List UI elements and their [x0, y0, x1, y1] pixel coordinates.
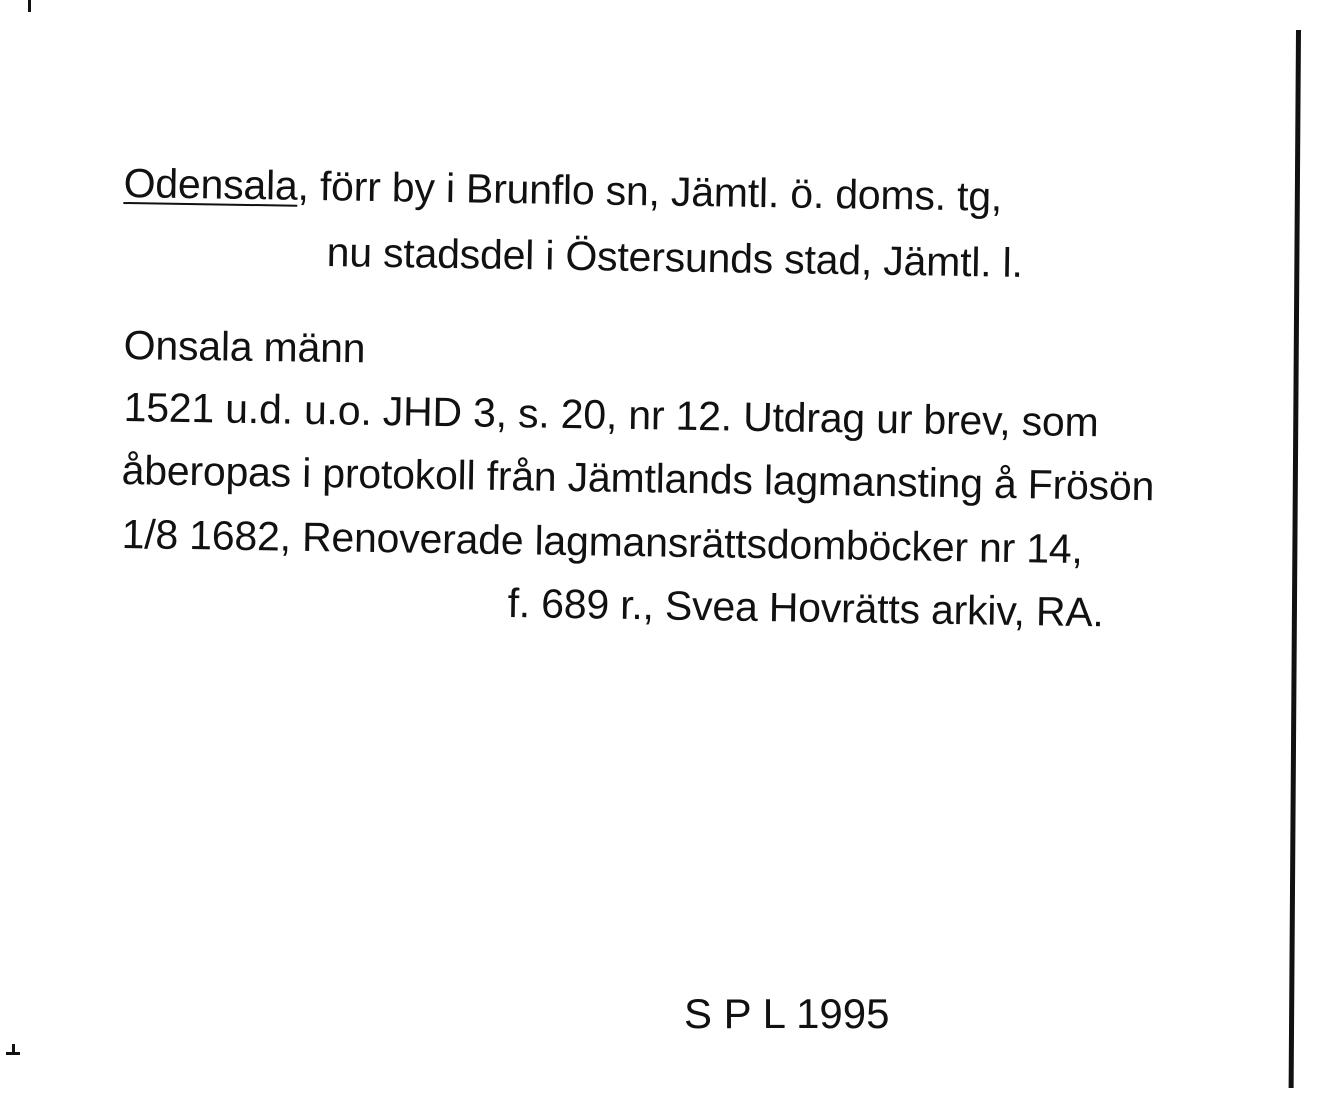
heading-line-2: nu stadsdel i Östersunds stad, Jämtl. l. [326, 229, 1024, 286]
heading-line-1-rest: , förr by i Brunflo sn, Jämtl. ö. doms. tg, [297, 162, 1003, 220]
source-line-2: åberopas i protokoll från Jämtlands lagmansting å Frösön [121, 447, 1155, 510]
source-line-1: 1521 u.d. u.o. JHD 3, s. 20, nr 12. Utdrag ur brev, som [123, 384, 1099, 446]
top-left-corner-mark [28, 0, 31, 12]
source-line-4: f. 689 r., Svea Hovrätts arkiv, RA. [507, 580, 1105, 636]
form-name: Onsala männ [123, 322, 366, 372]
footer-code: S P L 1995 [684, 990, 890, 1037]
bottom-left-corner-tick [12, 1044, 15, 1054]
heading-line-1 [123, 160, 1003, 220]
card-right-edge [1289, 30, 1301, 1088]
source-line-3: 1/8 1682, Renoverade lagmansrättsdomböcker nr 14, [121, 511, 1084, 573]
place-name: Odensala [123, 160, 298, 209]
